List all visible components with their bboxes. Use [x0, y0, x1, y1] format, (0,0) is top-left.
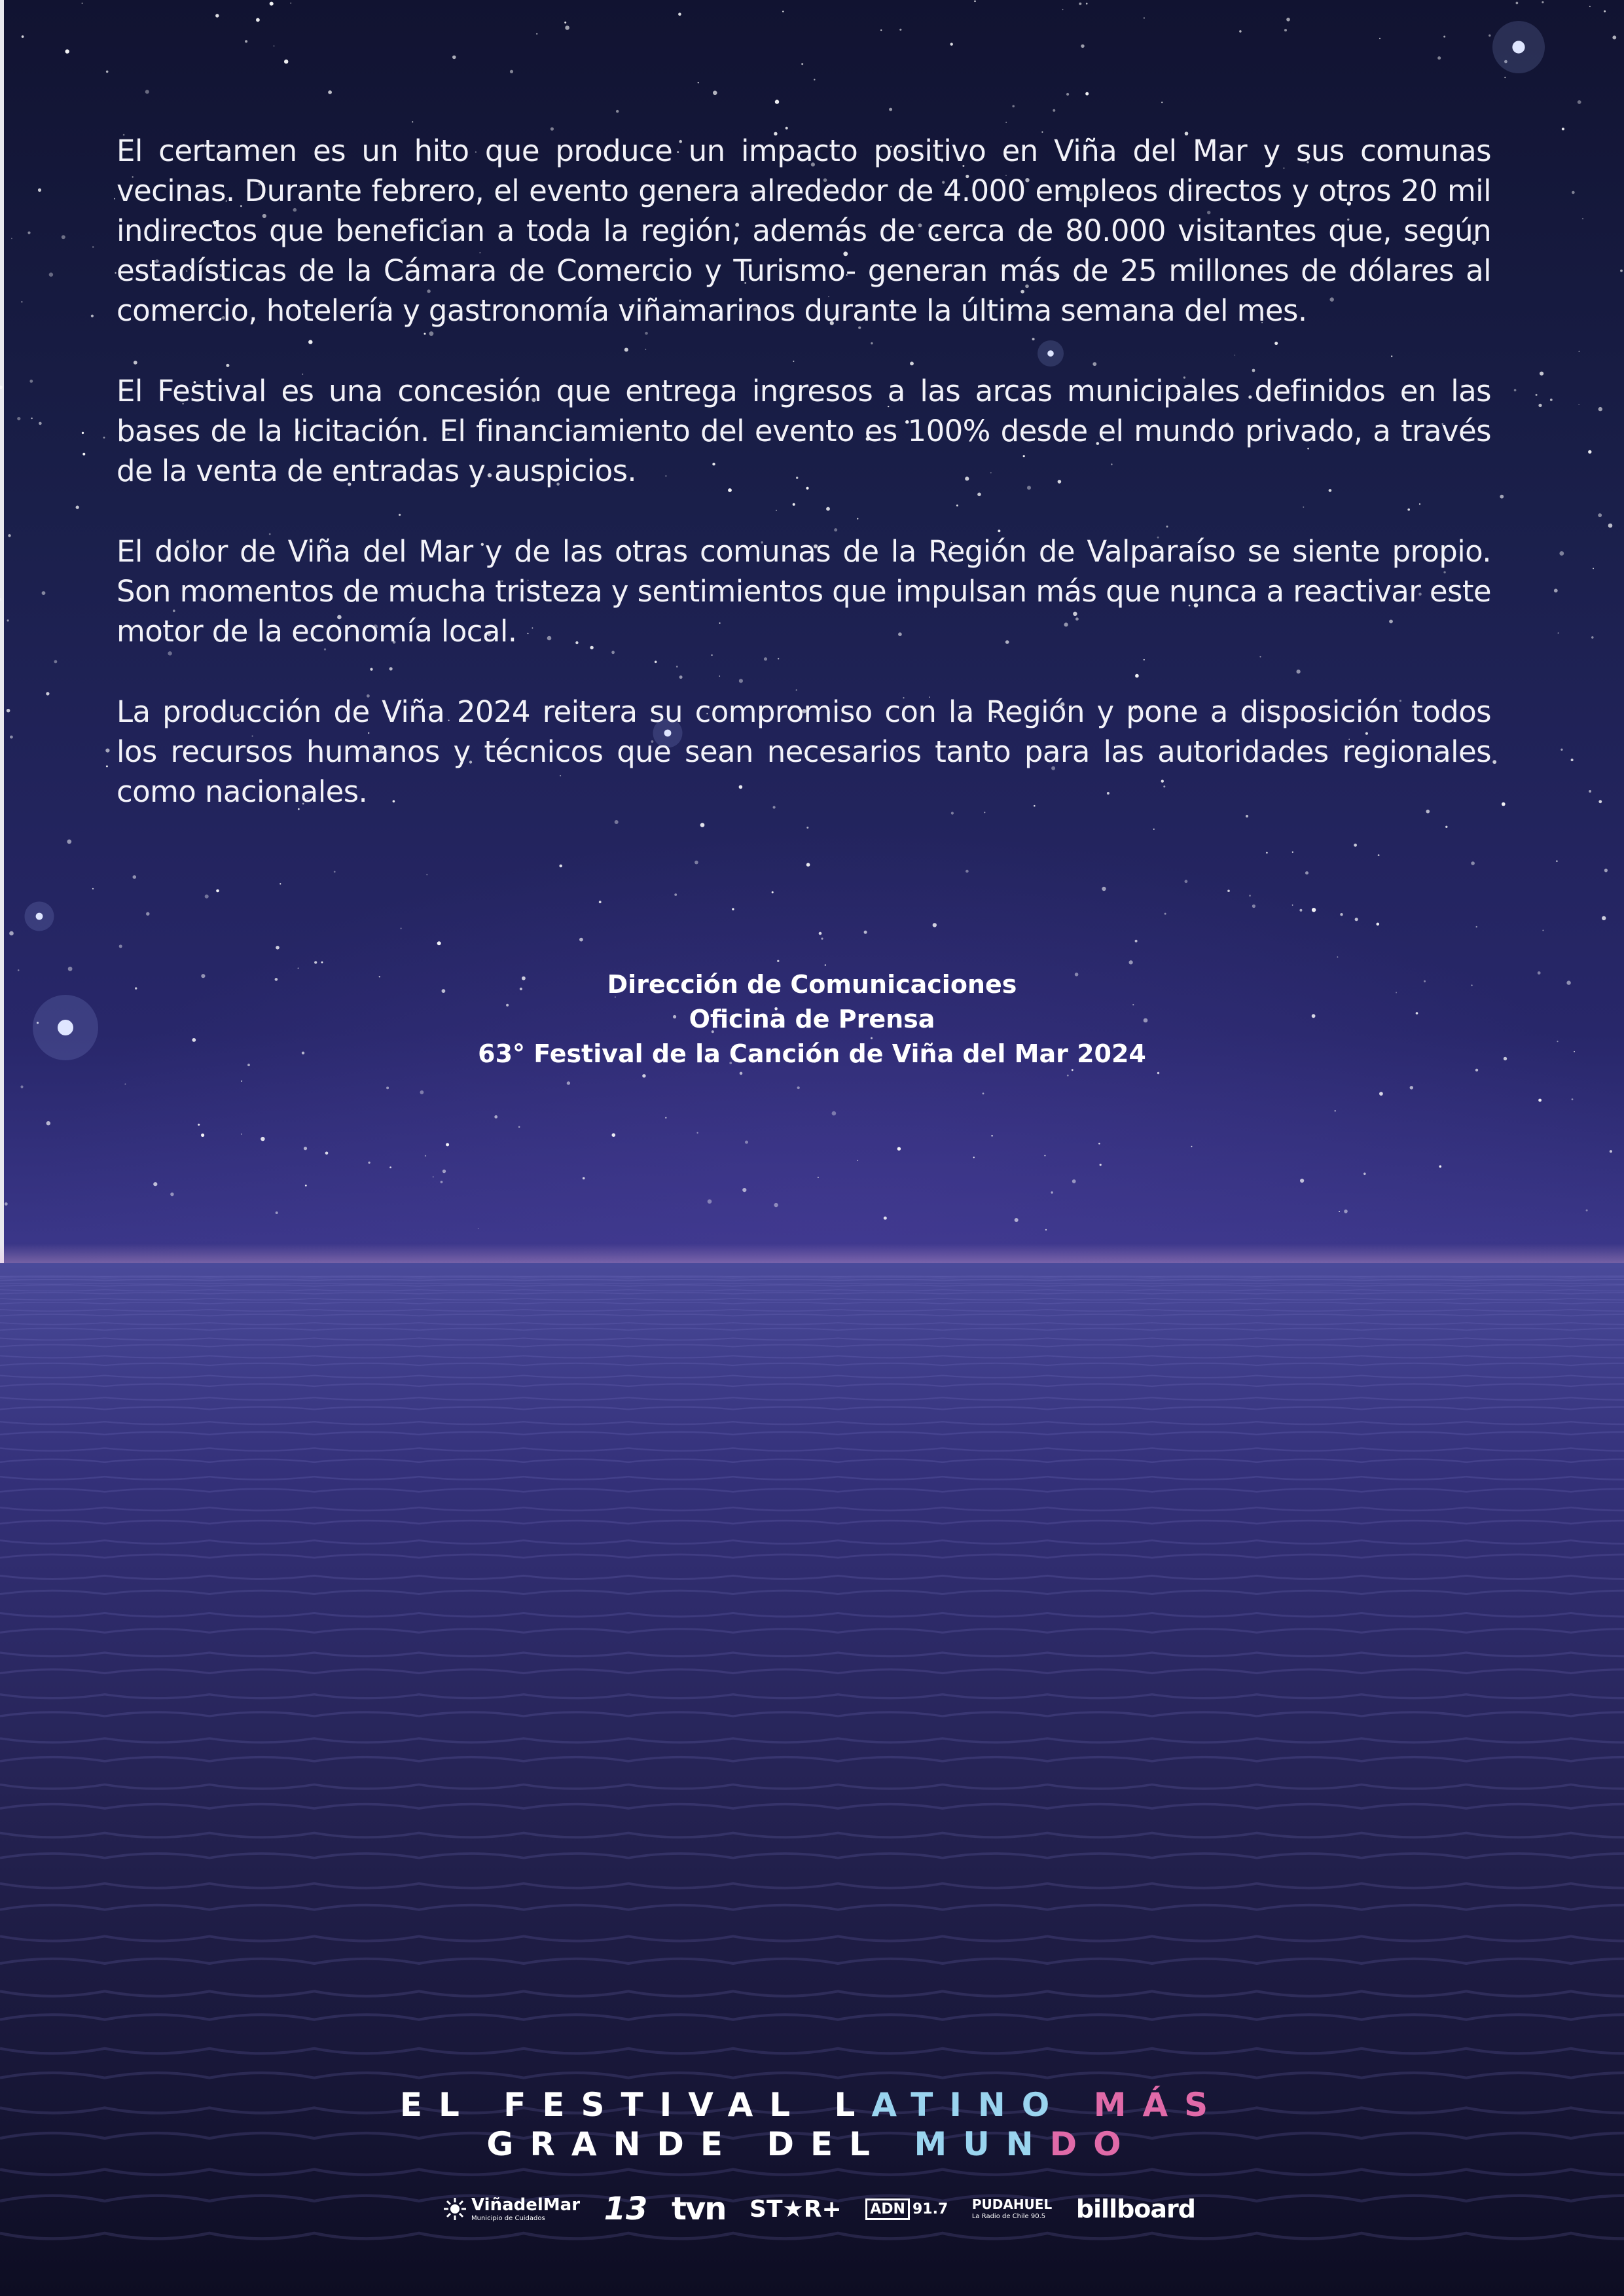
signature-festival: 63° Festival de la Canción de Viña del Mar 2024	[478, 1039, 1146, 1068]
star	[1012, 105, 1015, 108]
star	[386, 1086, 389, 1089]
star	[782, 10, 784, 12]
star	[819, 932, 822, 935]
canal-13-logo: 13	[604, 2191, 648, 2227]
slogan-word-white: EL FESTIVAL L	[399, 2086, 872, 2124]
star	[8, 534, 10, 537]
star	[550, 127, 554, 130]
star	[291, 3, 292, 4]
star	[21, 301, 22, 302]
star	[974, 1, 976, 3]
star	[114, 198, 115, 200]
star	[1598, 513, 1602, 517]
star	[1588, 450, 1591, 454]
star	[832, 1111, 837, 1116]
star	[368, 1162, 370, 1164]
star	[1437, 56, 1441, 60]
star	[1598, 800, 1602, 803]
bright-star	[1512, 41, 1525, 53]
star	[133, 875, 137, 879]
star	[1500, 495, 1504, 499]
star	[1312, 908, 1316, 912]
star	[280, 883, 281, 884]
star	[426, 874, 427, 875]
star	[1015, 1218, 1019, 1222]
star	[1602, 916, 1606, 920]
star	[1598, 407, 1602, 411]
star	[241, 1134, 242, 1135]
star	[1191, 1146, 1193, 1147]
star	[425, 1155, 426, 1157]
star	[1556, 860, 1558, 862]
star	[198, 1124, 200, 1126]
star	[565, 26, 569, 30]
star	[864, 931, 867, 934]
star	[1492, 760, 1496, 764]
paragraph-sorrow: El dolor de Viña del Mar y de las otras comunas de la Región de Valparaíso se siente propio. Son momentos de mucha tristeza y sentimientos que impulsan más que nunca a reactivar este motor de la economía local.	[117, 534, 1491, 649]
star	[256, 18, 260, 22]
star	[1443, 36, 1445, 38]
star	[31, 418, 32, 419]
star	[510, 70, 513, 73]
signature-department: Dirección de Comunicaciones	[607, 970, 1017, 999]
star	[1252, 905, 1255, 908]
star	[92, 888, 94, 889]
pudahuel-logo-subtext: La Radio de Chile 90.5	[971, 2213, 1046, 2220]
star	[1164, 913, 1166, 915]
star	[1410, 1086, 1413, 1089]
star	[1044, 1155, 1045, 1157]
star	[1363, 1173, 1366, 1175]
star	[1572, 1098, 1574, 1100]
star	[1439, 1165, 1442, 1168]
star	[106, 765, 108, 767]
star	[950, 43, 953, 45]
star	[276, 1211, 278, 1214]
star	[82, 432, 84, 434]
star	[567, 1081, 570, 1085]
star	[825, 964, 826, 965]
star	[599, 901, 602, 903]
star	[991, 1135, 993, 1137]
star	[82, 453, 85, 456]
star	[20, 1085, 23, 1088]
star	[1377, 923, 1380, 926]
star	[1516, 2, 1519, 5]
star	[1578, 404, 1579, 405]
star	[1129, 960, 1133, 964]
star	[1561, 749, 1562, 751]
star	[10, 736, 13, 739]
star	[82, 3, 83, 4]
star	[1292, 905, 1293, 906]
star	[314, 961, 317, 963]
star	[274, 45, 275, 46]
star	[1086, 3, 1088, 5]
star	[46, 692, 49, 695]
star	[1471, 861, 1475, 865]
star	[215, 14, 219, 17]
star	[1339, 1211, 1340, 1212]
star	[965, 870, 969, 873]
star	[583, 1177, 585, 1179]
star	[1045, 1229, 1047, 1230]
star	[1610, 1150, 1612, 1153]
star	[1144, 17, 1145, 18]
star	[494, 1115, 497, 1119]
star	[695, 861, 698, 865]
star	[91, 315, 94, 317]
star	[437, 941, 441, 945]
star	[1591, 636, 1594, 639]
star	[325, 1152, 329, 1155]
star	[1005, 122, 1007, 123]
star	[665, 1117, 666, 1119]
star	[1608, 524, 1613, 528]
star	[49, 272, 53, 276]
star	[328, 90, 332, 94]
star	[1340, 913, 1343, 916]
star	[241, 1081, 242, 1082]
star	[740, 1072, 743, 1075]
star	[1378, 854, 1380, 856]
star	[1593, 568, 1594, 569]
star	[1542, 930, 1543, 931]
star	[1562, 128, 1564, 130]
star	[1476, 926, 1477, 927]
star	[245, 40, 247, 43]
star	[933, 923, 937, 927]
star	[821, 938, 823, 940]
star	[1504, 77, 1506, 79]
signature-block	[0, 967, 1624, 1071]
vina-logo-text: ViñadelMar	[471, 2195, 581, 2215]
star	[270, 2, 274, 6]
star	[389, 1166, 391, 1168]
star	[579, 938, 583, 942]
star	[1053, 109, 1055, 112]
star	[889, 108, 892, 111]
star	[1355, 918, 1358, 921]
star	[452, 56, 456, 60]
star	[1572, 191, 1575, 194]
star	[708, 1199, 712, 1204]
star	[559, 865, 562, 868]
star	[1300, 1179, 1304, 1183]
slogan-word-blue: MUN	[914, 2125, 1050, 2163]
star	[46, 1121, 50, 1125]
star	[433, 1176, 434, 1177]
star	[1550, 399, 1553, 401]
star	[1337, 956, 1339, 958]
star	[1604, 869, 1608, 872]
star	[1344, 1210, 1348, 1213]
star	[76, 506, 79, 509]
star	[124, 1083, 126, 1085]
star	[745, 1141, 748, 1144]
star	[899, 29, 901, 31]
star	[106, 71, 109, 73]
star	[1185, 880, 1188, 883]
bright-star	[36, 913, 43, 920]
star	[9, 931, 14, 936]
star	[1379, 38, 1380, 39]
star	[1620, 270, 1623, 272]
star	[22, 35, 24, 38]
star	[39, 422, 42, 425]
slogan-word-blue: ATINO	[871, 2086, 1066, 2124]
star	[814, 79, 815, 81]
star	[92, 246, 94, 247]
star	[1081, 45, 1084, 48]
star	[62, 235, 65, 239]
star	[674, 893, 677, 896]
star	[441, 1181, 443, 1183]
star	[29, 380, 33, 383]
vina-sun-icon	[442, 2197, 467, 2221]
slogan-word-pink: MÁS	[1093, 2086, 1225, 2124]
star	[1335, 1110, 1336, 1111]
star	[1066, 93, 1069, 96]
star	[806, 863, 810, 867]
star	[105, 749, 109, 753]
star	[1559, 551, 1564, 556]
star	[857, 1160, 858, 1161]
star	[38, 188, 41, 192]
star	[1536, 394, 1538, 396]
star	[785, 127, 788, 130]
paragraph-commitment: La producción de Viña 2024 reitera su compromiso con la Región y pone a disposición todos los recursos humanos y técnicos que sean necesarios tanto para las autoridades regionales como nacionales.	[117, 694, 1491, 809]
star	[1062, 9, 1064, 10]
billboard-logo: billboard	[1075, 2195, 1195, 2223]
star	[1284, 29, 1287, 31]
star	[119, 944, 122, 948]
star	[1051, 1191, 1053, 1193]
star	[420, 1090, 424, 1094]
star	[1578, 351, 1579, 352]
star	[401, 927, 402, 929]
slogan-word-white: GRANDE DEL	[486, 2125, 887, 2163]
star	[1540, 372, 1543, 376]
star	[698, 82, 699, 83]
star	[1299, 909, 1302, 912]
star	[261, 1137, 264, 1141]
star	[564, 22, 566, 24]
star	[1135, 940, 1138, 942]
star	[880, 29, 882, 31]
star	[1542, 1, 1543, 3]
star	[777, 960, 779, 962]
star	[1072, 1179, 1076, 1183]
star	[11, 238, 12, 240]
star	[536, 33, 537, 35]
star	[818, 1177, 819, 1178]
star	[412, 121, 413, 122]
star	[1538, 1099, 1542, 1102]
star	[1589, 790, 1591, 793]
star	[205, 895, 209, 899]
star	[1612, 35, 1616, 39]
star	[1157, 1072, 1159, 1074]
tvn-logo: tvn	[672, 2191, 726, 2227]
star	[1102, 887, 1106, 891]
adn-logo-box: ADN	[865, 2198, 910, 2220]
star	[1571, 759, 1574, 761]
star	[774, 1203, 778, 1207]
star	[7, 619, 9, 621]
star	[1079, 3, 1081, 5]
star	[0, 598, 1, 601]
star	[1286, 18, 1290, 22]
star	[1586, 1210, 1588, 1211]
star	[1379, 1092, 1383, 1096]
star	[5, 1202, 8, 1206]
star	[1514, 389, 1517, 391]
star	[145, 90, 149, 94]
pudahuel-logo-text: PUDAHUEL	[971, 2197, 1053, 2212]
star	[54, 660, 58, 664]
star	[1538, 404, 1542, 407]
star	[1100, 1164, 1102, 1166]
star	[304, 1147, 307, 1150]
star	[442, 1170, 446, 1173]
sponsor-logos	[442, 2186, 1195, 2232]
star	[170, 1193, 173, 1196]
festival-slogan	[0, 2085, 1624, 2164]
star	[772, 891, 774, 893]
slogan-word-pink: DO	[1049, 2125, 1138, 2163]
star	[67, 840, 71, 844]
star	[884, 1217, 887, 1220]
slogan-line-1	[0, 2085, 1624, 2125]
star	[65, 49, 69, 53]
star	[1582, 218, 1583, 219]
star	[678, 12, 681, 16]
star	[1085, 92, 1089, 96]
star	[732, 908, 734, 910]
star	[1489, 35, 1490, 37]
adn-logo-frequency: 91.7	[912, 2200, 948, 2217]
paragraph-financing: El Festival es una concesión que entrega ingresos a las arcas municipales definidos en las bases de la licitación. El financiamiento del evento es 100% desde el mundo privado, a través de la venta de entradas y auspicios.	[117, 374, 1491, 488]
star	[7, 709, 10, 713]
star	[103, 437, 105, 439]
star	[742, 1188, 746, 1192]
star	[801, 63, 803, 65]
star	[1502, 802, 1506, 806]
star	[612, 1133, 616, 1137]
star	[201, 1134, 204, 1137]
signature-office: Oficina de Prensa	[689, 1005, 935, 1033]
adn-radio-logo	[865, 2198, 948, 2220]
star	[17, 417, 20, 420]
star	[1589, 6, 1591, 7]
pudahuel-radio-logo	[972, 2198, 1052, 2220]
paragraph-impact: El certamen es un hito que produce un impacto positivo en Viña del Mar y sus comunas vecinas. Durante febrero, el evento genera alrededor de 4.000 empleos directos y otros 20 mil indirectos que benefician a toda la región, además de cerca de 80.000 visitantes que, según estadísticas de la Cámara de Comercio y Turismo- generan más de 25 millones de dólares al comercio, hotelería y gastronomía viñamarinos durante la última semana del mes.	[117, 134, 1491, 328]
star	[146, 912, 149, 916]
vina-logo-subtext: Municipio de Cuidados	[471, 2214, 545, 2222]
star	[1305, 871, 1308, 874]
star	[216, 889, 219, 893]
star	[696, 1132, 698, 1134]
star	[153, 1182, 157, 1186]
star	[1161, 101, 1163, 103]
star	[1239, 30, 1242, 33]
star	[305, 1185, 307, 1187]
star	[334, 871, 336, 873]
star	[27, 232, 30, 234]
vina-del-mar-logo	[442, 2197, 580, 2222]
star	[642, 1074, 645, 1077]
star	[446, 1143, 449, 1146]
star	[797, 1086, 800, 1089]
star	[478, 1229, 479, 1230]
slogan-line-2	[0, 2125, 1624, 2164]
star	[897, 1147, 901, 1151]
star	[42, 591, 46, 595]
star-plus-logo: ST★R+	[749, 2195, 842, 2223]
star	[518, 1126, 520, 1128]
star	[1578, 100, 1581, 104]
star	[973, 1157, 975, 1158]
star	[0, 386, 3, 389]
star	[1067, 1075, 1069, 1077]
star	[1604, 10, 1606, 12]
star	[983, 1092, 984, 1094]
star	[1558, 632, 1559, 634]
star	[775, 99, 779, 103]
star	[1249, 895, 1251, 897]
star	[616, 110, 619, 113]
star	[713, 91, 717, 96]
star	[1227, 889, 1230, 892]
body-text	[117, 131, 1491, 852]
star	[321, 961, 323, 963]
star	[1098, 1143, 1100, 1145]
star	[1554, 589, 1558, 593]
star	[276, 946, 280, 950]
star	[284, 60, 288, 63]
